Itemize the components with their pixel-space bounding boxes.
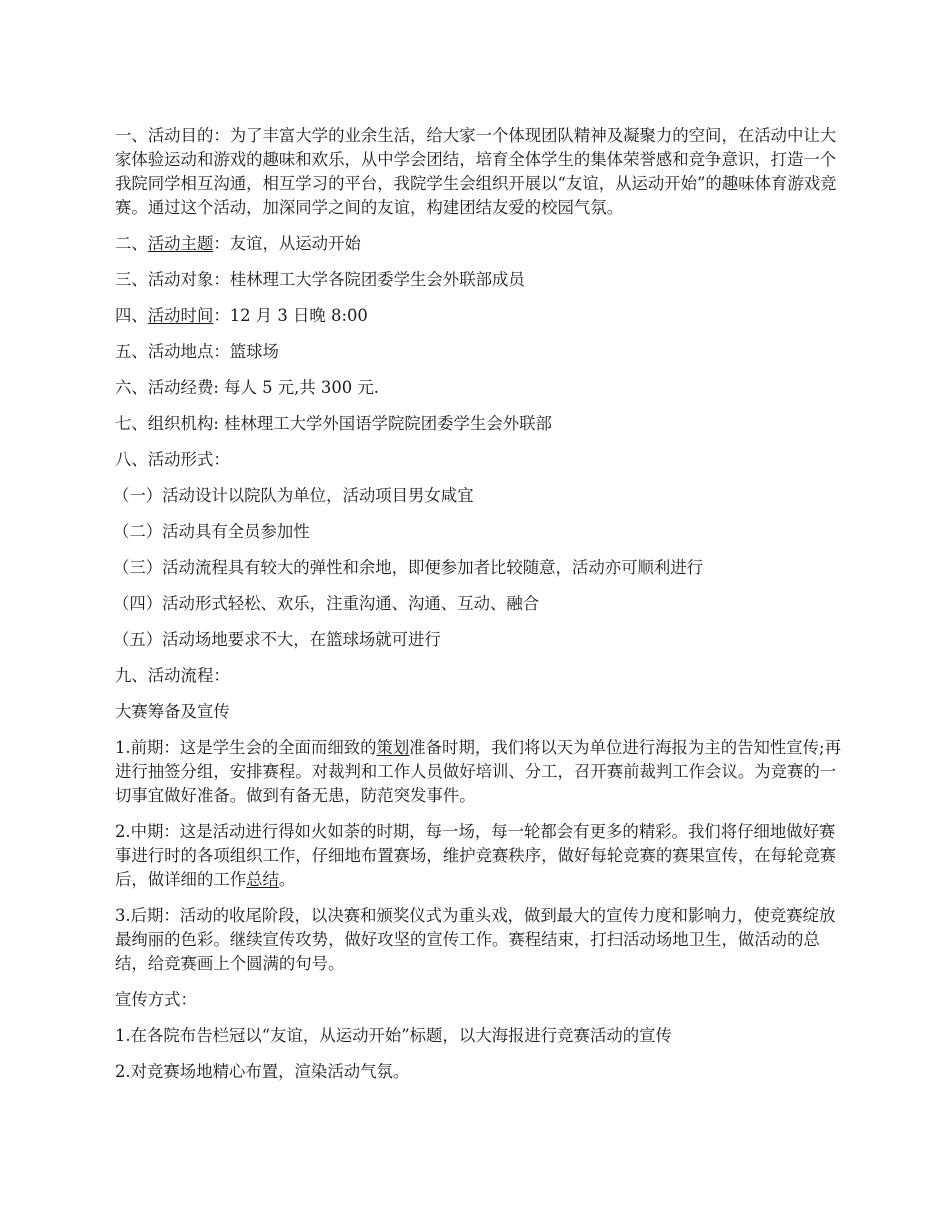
paragraph-form-2 — [113, 520, 845, 544]
paragraph-location — [115, 340, 845, 364]
paragraph-text: 四、 — [115, 306, 148, 325]
paragraph-text: 八、活动形式： — [115, 450, 230, 469]
paragraph-purpose — [115, 124, 845, 220]
paragraph-text: 2.中期：这是活动进行得如火如荼的时期，每一场，每一轮都会有更多的精彩。我们将仔细地做好赛事进行时的各项组织工作，仔细地布置赛场，维护竞赛秩序，做好每轮竞赛的赛果宣传，在每轮竞赛后，做详细的工作 — [115, 822, 837, 889]
paragraph-late — [115, 904, 845, 976]
paragraph-text: 六、活动经费: 每人 5 元,共 300 元. — [115, 378, 380, 397]
paragraph-promo-1 — [115, 1024, 845, 1048]
paragraph-form-4 — [113, 592, 845, 616]
underlined-term: 活动时间 — [147, 306, 214, 325]
paragraph-text: （三）活动流程具有较大的弹性和余地，即便参加者比较随意，活动亦可顺利进行 — [113, 558, 704, 577]
underlined-term: 策划 — [376, 738, 410, 757]
paragraph-text: ：友谊，从运动开始 — [213, 234, 361, 253]
paragraph-text: （一）活动设计以院队为单位，活动项目男女咸宜 — [113, 486, 474, 505]
paragraph-text: 大赛筹备及宣传 — [115, 702, 230, 721]
paragraph-text: 宣传方式： — [115, 990, 197, 1009]
paragraph-text: 一、活动目的：为了丰富大学的业余生活，给大家一个体现团队精神及凝聚力的空间，在活动中让大家体验运动和游戏的趣味和欢乐，从中学会团结，培育全体学生的集体荣誉感和竞争意识，打造一个我院同学相互沟通，相互学习的平台，我院学生会组织开展以“友谊，从运动开始”的趣味体育游戏竞赛。通过这个活动，加深同学之间的友谊，构建团结友爱的校园气氛。 — [115, 126, 837, 217]
paragraph-prep-heading — [115, 700, 845, 724]
paragraph-text: 九、活动流程： — [115, 666, 230, 685]
paragraph-form-1 — [113, 484, 845, 508]
paragraph-text: 三、活动对象：桂林理工大学各院团委学生会外联部成员 — [115, 270, 525, 289]
paragraph-text: 准备时期，我们将以天为单位进行海报为主的告知性宣传;再进行抽签分组，安排赛程。对裁判和工作人员做好培训、分工，召开赛前裁判工作会议。为竞赛的一切事宜做好准备。做到有备无患，防范突发事件。 — [115, 738, 841, 805]
paragraph-time — [115, 304, 845, 328]
paragraph-promo-heading — [115, 988, 845, 1012]
paragraph-form-5 — [113, 628, 845, 652]
paragraph-form — [115, 448, 845, 472]
document-page — [115, 124, 845, 1096]
paragraph-middle — [115, 820, 845, 892]
paragraph-text: 1.前期：这是学生会的全面而细致的 — [115, 738, 377, 757]
underlined-term: 总结 — [246, 870, 279, 889]
paragraph-early — [115, 736, 845, 808]
paragraph-text: 。 — [278, 870, 296, 889]
paragraph-target — [115, 268, 845, 292]
underlined-term: 活动主题 — [147, 234, 214, 253]
paragraph-text: 二、 — [115, 234, 148, 253]
paragraph-form-3 — [113, 556, 845, 580]
paragraph-text: 3.后期：活动的收尾阶段，以决赛和颁奖仪式为重头戏，做到最大的宣传力度和影响力，使竞赛绽放最绚丽的色彩。继续宣传攻势，做好攻坚的宣传工作。赛程结束，打扫活动场地卫生，做活动的总结，给竞赛画上个圆满的句号。 — [115, 906, 836, 973]
paragraph-text: 五、活动地点：篮球场 — [115, 342, 279, 361]
paragraph-text: 1.在各院布告栏冠以“友谊，从运动开始”标题，以大海报进行竞赛活动的宣传 — [115, 1026, 672, 1045]
paragraph-text: （四）活动形式轻松、欢乐，注重沟通、沟通、互动、融合 — [113, 594, 540, 613]
paragraph-theme — [115, 232, 845, 256]
paragraph-cost — [115, 376, 845, 400]
paragraph-text: （五）活动场地要求不大，在篮球场就可进行 — [113, 630, 441, 649]
paragraph-text: 七、组织机构: 桂林理工大学外国语学院院团委学生会外联部 — [115, 414, 552, 433]
paragraph-text: （二）活动具有全员参加性 — [113, 522, 310, 541]
paragraph-organizer — [115, 412, 845, 436]
paragraph-text: 2.对竞赛场地精心布置，渲染活动气氛。 — [115, 1062, 410, 1081]
paragraph-process — [115, 664, 845, 688]
paragraph-promo-2 — [115, 1060, 845, 1084]
paragraph-text: ：12 月 3 日晚 8:00 — [213, 306, 368, 325]
